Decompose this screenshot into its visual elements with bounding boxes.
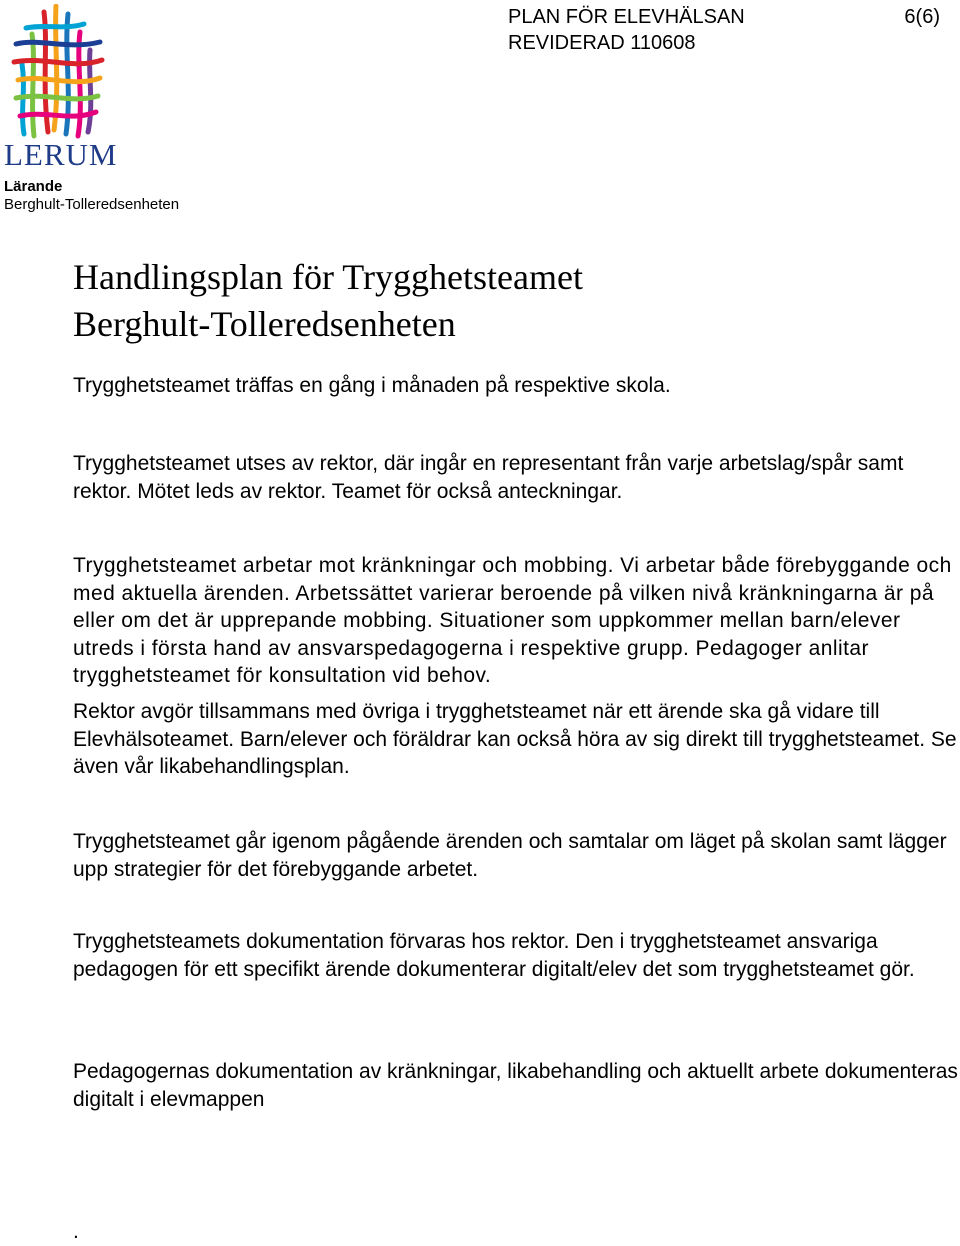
paragraph-documentation: Trygghetsteamets dokumentation förvaras hos rektor. Den i trygghetsteamet ansvariga pedagogen för ett specifikt ärende dokumenterar digitalt/elev det som trygghetsteamet gör. xyxy=(73,930,915,981)
paragraph-case-review: Trygghetsteamet går igenom pågående ärenden och samtalar om läget på skolan samt lägger upp strategier för det förebyggande arbetet. xyxy=(73,830,947,881)
unit-label: Berghult-Tolleredsenheten xyxy=(4,196,180,213)
paragraph-meeting-frequency: Trygghetsteamet träffas en gång i månaden på respektive skola. xyxy=(73,374,671,397)
page-title-line-1: Handlingsplan för Trygghetsteamet xyxy=(73,257,583,297)
department-label: Lärande xyxy=(4,178,63,195)
lerum-logo-icon xyxy=(4,4,120,170)
paragraph-escalation: Rektor avgör tillsammans med övriga i trygghetsteamet när ett ärende ska gå vidare till Elevhälsoteamet. Barn/elever och föräldrar kan också höra av sig direkt till trygghetsteamet. Se även vår likabehandlingsplan. xyxy=(73,700,957,778)
page-number: 6(6) xyxy=(904,6,940,28)
svg-text:LERUM: LERUM xyxy=(4,137,118,170)
end-mark: . xyxy=(73,1220,79,1243)
page-title xyxy=(73,254,583,348)
document-title-label: PLAN FÖR ELEVHÄLSAN xyxy=(508,6,745,28)
paragraph-team-work: Trygghetsteamet arbetar mot kränkningar och mobbing. Vi arbetar både förebyggande och med aktuella ärenden. Arbetssättet varierar beroende på vilken nivå kränkningarna är på eller om det är upprepande mobbing. Situationer som uppkommer mellan barn/elever utreds i första hand av ansvarspedagogerna i respektive grupp. Pedagoger anlitar trygghetsteamet för konsultation vid behov. xyxy=(73,554,952,687)
lerum-logo xyxy=(4,4,120,170)
document-header xyxy=(508,4,745,56)
organization-block xyxy=(4,178,179,214)
revision-label: REVIDERAD 110608 xyxy=(508,32,696,54)
paragraph-teacher-documentation: Pedagogernas dokumentation av kränkningar, likabehandling och aktuellt arbete dokumenteras digitalt i elevmappen xyxy=(73,1060,958,1111)
paragraph-team-composition: Trygghetsteamet utses av rektor, där ingår en representant från varje arbetslag/spår samt rektor. Mötet leds av rektor. Teamet för också anteckningar. xyxy=(73,452,904,503)
page-title-line-2: Berghult-Tolleredsenheten xyxy=(73,304,456,344)
